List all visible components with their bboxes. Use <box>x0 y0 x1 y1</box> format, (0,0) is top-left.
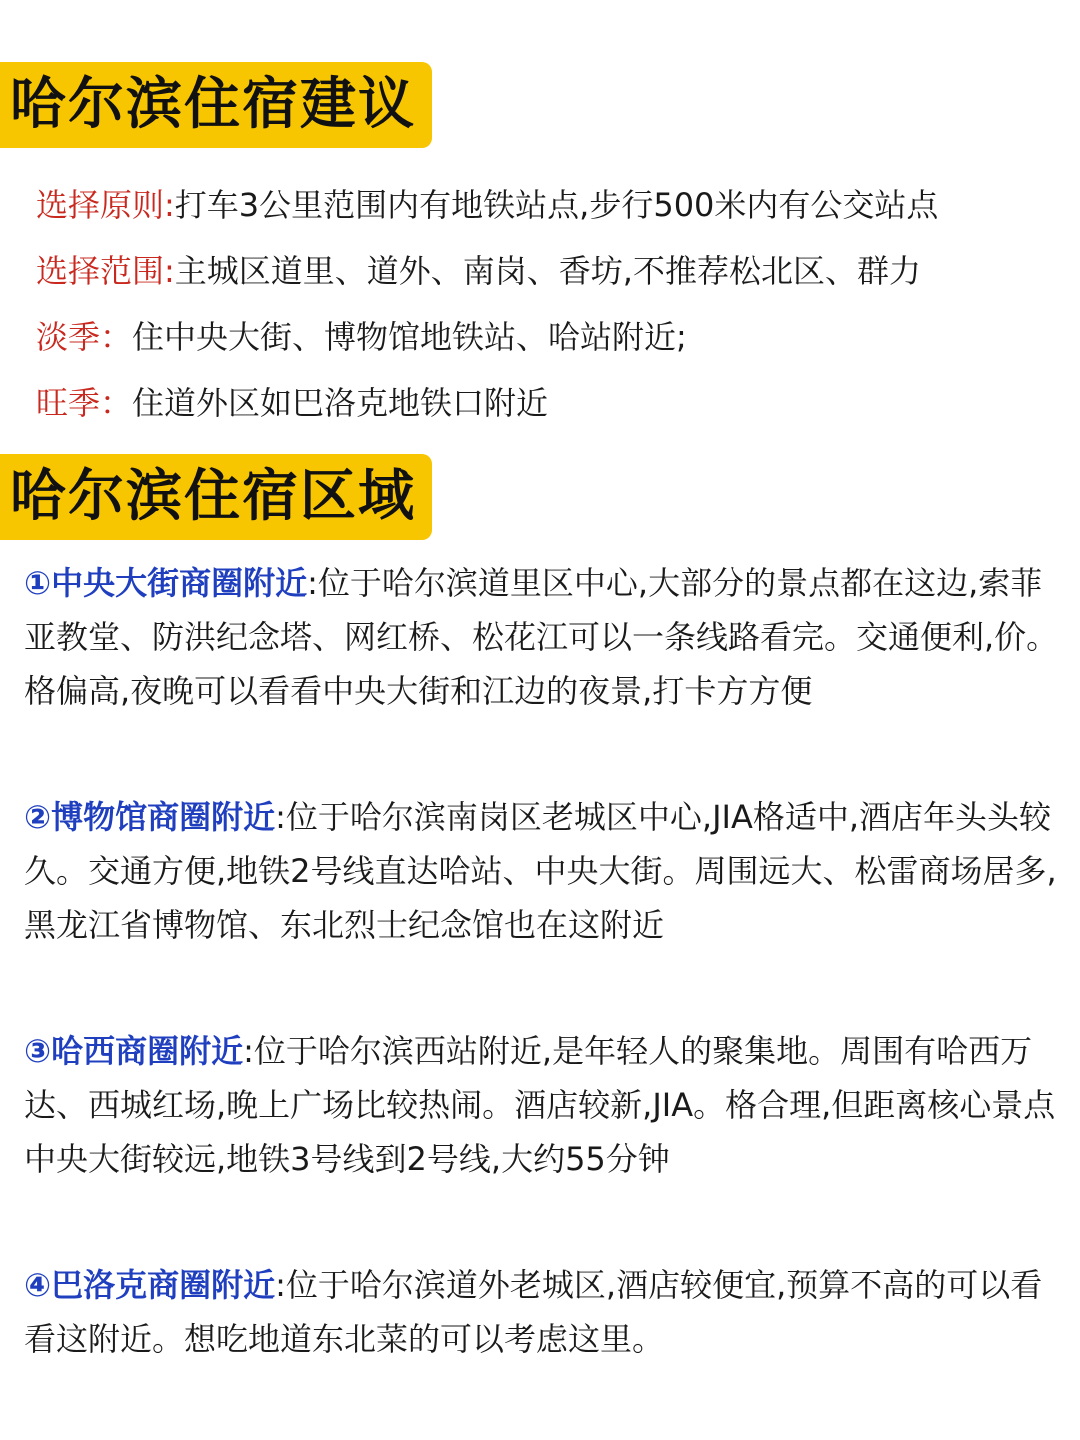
area-item-text: :位于哈尔滨西站附近,是年轻人的聚集地。周围有哈西万达、西城红场,晚上广场比较热闹。酒店较新,JIA。格合理,但距离核心景点中央大街较远,地铁3号线到2号线,大约55分钟 <box>24 1032 1056 1178</box>
area-item-baroque <box>24 1258 1060 1366</box>
area-item-haxi <box>24 1024 1060 1186</box>
advice-item-scope <box>36 238 1066 304</box>
area-item-text: :位于哈尔滨道外老城区,酒店较便宜,预算不高的可以看看这附近。想吃地道东北菜的可以考虑这里。 <box>24 1266 1043 1358</box>
areas-list <box>24 556 1060 1438</box>
advice-item-label: 选择范围: <box>36 252 175 290</box>
advice-item-principle <box>36 172 1066 238</box>
advice-item-label: 旺季： <box>36 384 133 422</box>
area-item-text: :位于哈尔滨南岗区老城区中心,JIA格适中,酒店年头头较久。交通方便,地铁2号线直达哈站、中央大街。周围远大、松雷商场居多,黑龙江省博物馆、东北烈士纪念馆也在这附近 <box>24 798 1057 944</box>
area-item-label: ④巴洛克商圈附近 <box>24 1266 276 1304</box>
areas-section-title: 哈尔滨住宿区域 <box>0 454 432 540</box>
advice-item-text: 打车3公里范围内有地铁站点,步行500米内有公交站点 <box>174 186 939 224</box>
advice-list <box>36 172 1066 436</box>
advice-item-label: 淡季： <box>36 318 133 356</box>
advice-item-text: 住道外区如巴洛克地铁口附近 <box>132 384 549 422</box>
area-item-central-street <box>24 556 1060 718</box>
area-item-label: ①中央大街商圈附近 <box>24 564 308 602</box>
advice-item-text: 住中央大街、博物馆地铁站、哈站附近; <box>132 318 687 356</box>
area-item-label: ②博物馆商圈附近 <box>24 798 276 836</box>
advice-item-text: 主城区道里、道外、南岗、香坊,不推荐松北区、群力 <box>174 252 921 290</box>
advice-item-label: 选择原则: <box>36 186 175 224</box>
advice-section-title: 哈尔滨住宿建议 <box>0 62 432 148</box>
advice-item-peak-season <box>36 370 1066 436</box>
area-item-museum <box>24 790 1060 952</box>
area-item-label: ③哈西商圈附近 <box>24 1032 244 1070</box>
advice-item-off-season <box>36 304 1066 370</box>
area-item-text: :位于哈尔滨道里区中心,大部分的景点都在这边,索菲亚教堂、防洪纪念塔、网红桥、松花江可以一条线路看完。交通便利,价。格偏高,夜晚可以看看中央大街和江边的夜景,打卡方方便 <box>24 564 1059 710</box>
